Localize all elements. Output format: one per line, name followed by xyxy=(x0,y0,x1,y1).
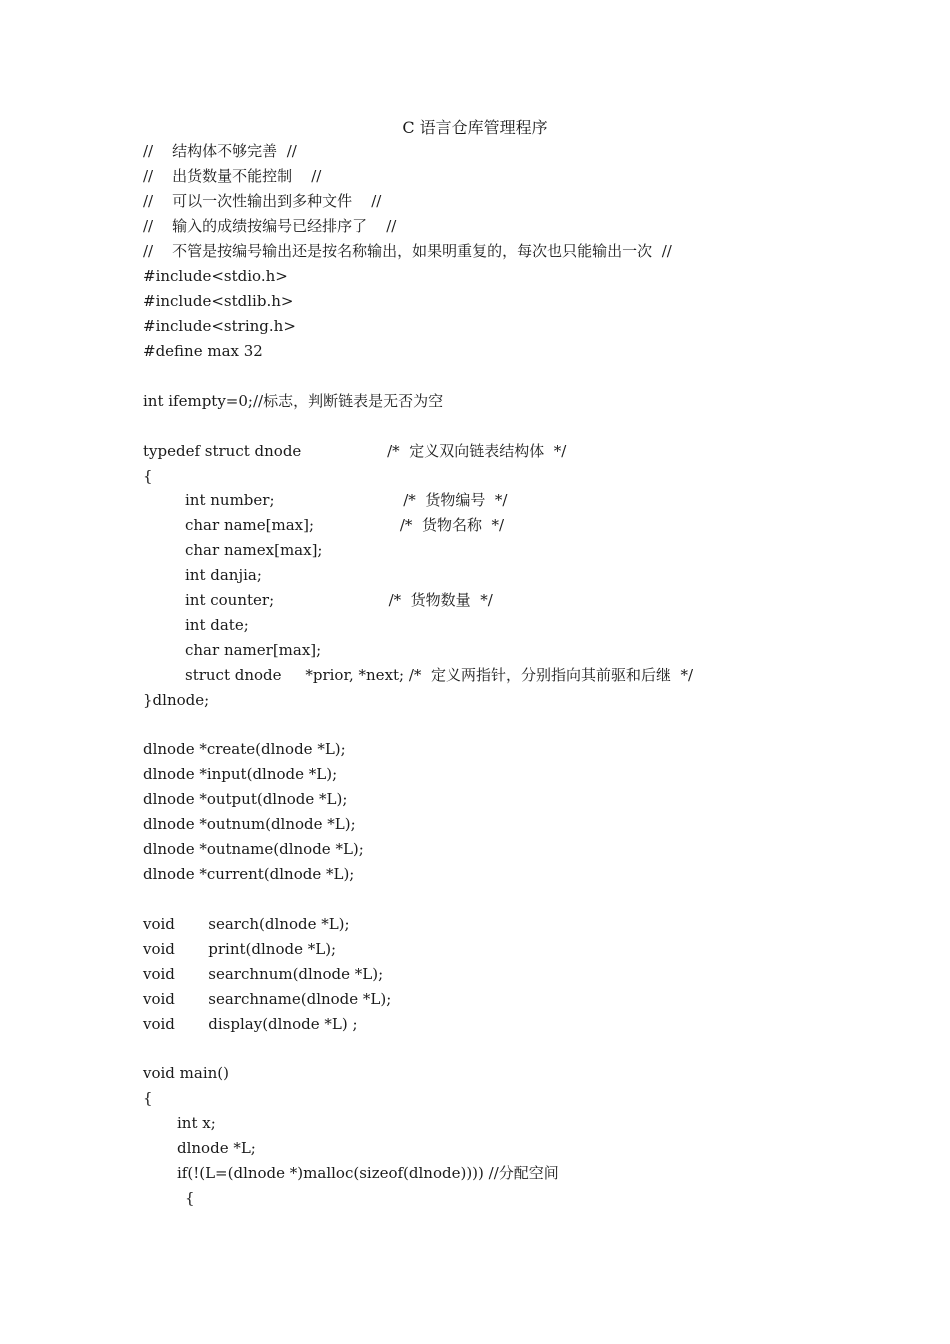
code-line: char namer[max]; xyxy=(185,641,322,659)
code-line: { xyxy=(143,1089,153,1107)
code-line: dlnode *output(dlnode *L); xyxy=(143,790,348,808)
include-line: #include<string.h> xyxy=(143,317,296,335)
comment-line: // 输入的成绩按编号已经排序了 // xyxy=(143,217,397,235)
include-line: #include<stdlib.h> xyxy=(143,292,294,310)
code-line: void print(dlnode *L); xyxy=(143,940,337,958)
code-line: { xyxy=(143,467,153,485)
code-line: dlnode *create(dlnode *L); xyxy=(143,740,346,758)
include-line: #include<stdio.h> xyxy=(143,267,288,285)
code-line: dlnode *input(dlnode *L); xyxy=(143,765,338,783)
code-line: int counter; /* 货物数量 */ xyxy=(185,591,493,609)
code-line: dlnode *outnum(dlnode *L); xyxy=(143,815,356,833)
code-line: dlnode *current(dlnode *L); xyxy=(143,865,355,883)
code-line: { xyxy=(185,1189,195,1207)
code-line: struct dnode *prior, *next; /* 定义两指针，分别指向其前驱和后继 */ xyxy=(185,666,694,684)
code-line: void search(dlnode *L); xyxy=(143,915,350,933)
code-line: typedef struct dnode /* 定义双向链表结构体 */ xyxy=(143,442,567,460)
document-title: C 语言仓库管理程序 xyxy=(402,118,548,137)
code-line: void searchnum(dlnode *L); xyxy=(143,965,384,983)
code-line: void searchname(dlnode *L); xyxy=(143,990,392,1008)
comment-line: // 出货数量不能控制 // xyxy=(143,167,322,185)
code-line: dlnode *outname(dlnode *L); xyxy=(143,840,364,858)
code-line: int x; xyxy=(177,1114,216,1132)
code-line: void main() xyxy=(143,1064,230,1082)
comment-line: // 结构体不够完善 // xyxy=(143,142,297,160)
define-line: #define max 32 xyxy=(143,342,263,360)
code-line: int danjia; xyxy=(185,566,262,584)
code-line: dlnode *L; xyxy=(177,1139,256,1157)
comment-line: // 可以一次性输出到多种文件 // xyxy=(143,192,382,210)
code-line: int date; xyxy=(185,616,249,634)
code-line: int ifempty=0;//标志，判断链表是无否为空 xyxy=(143,392,444,410)
code-line: int number; /* 货物编号 */ xyxy=(185,491,508,509)
code-line: char namex[max]; xyxy=(185,541,323,559)
comment-line: // 不管是按编号输出还是按名称输出，如果明重复的，每次也只能输出一次 // xyxy=(143,242,672,260)
code-line: char name[max]; /* 货物名称 */ xyxy=(185,516,505,534)
code-line: void display(dlnode *L) ; xyxy=(143,1015,358,1033)
code-line: }dlnode; xyxy=(143,691,210,709)
code-line: if(!(L=(dlnode *)malloc(sizeof(dlnode)))) //分配空间 xyxy=(177,1164,559,1182)
